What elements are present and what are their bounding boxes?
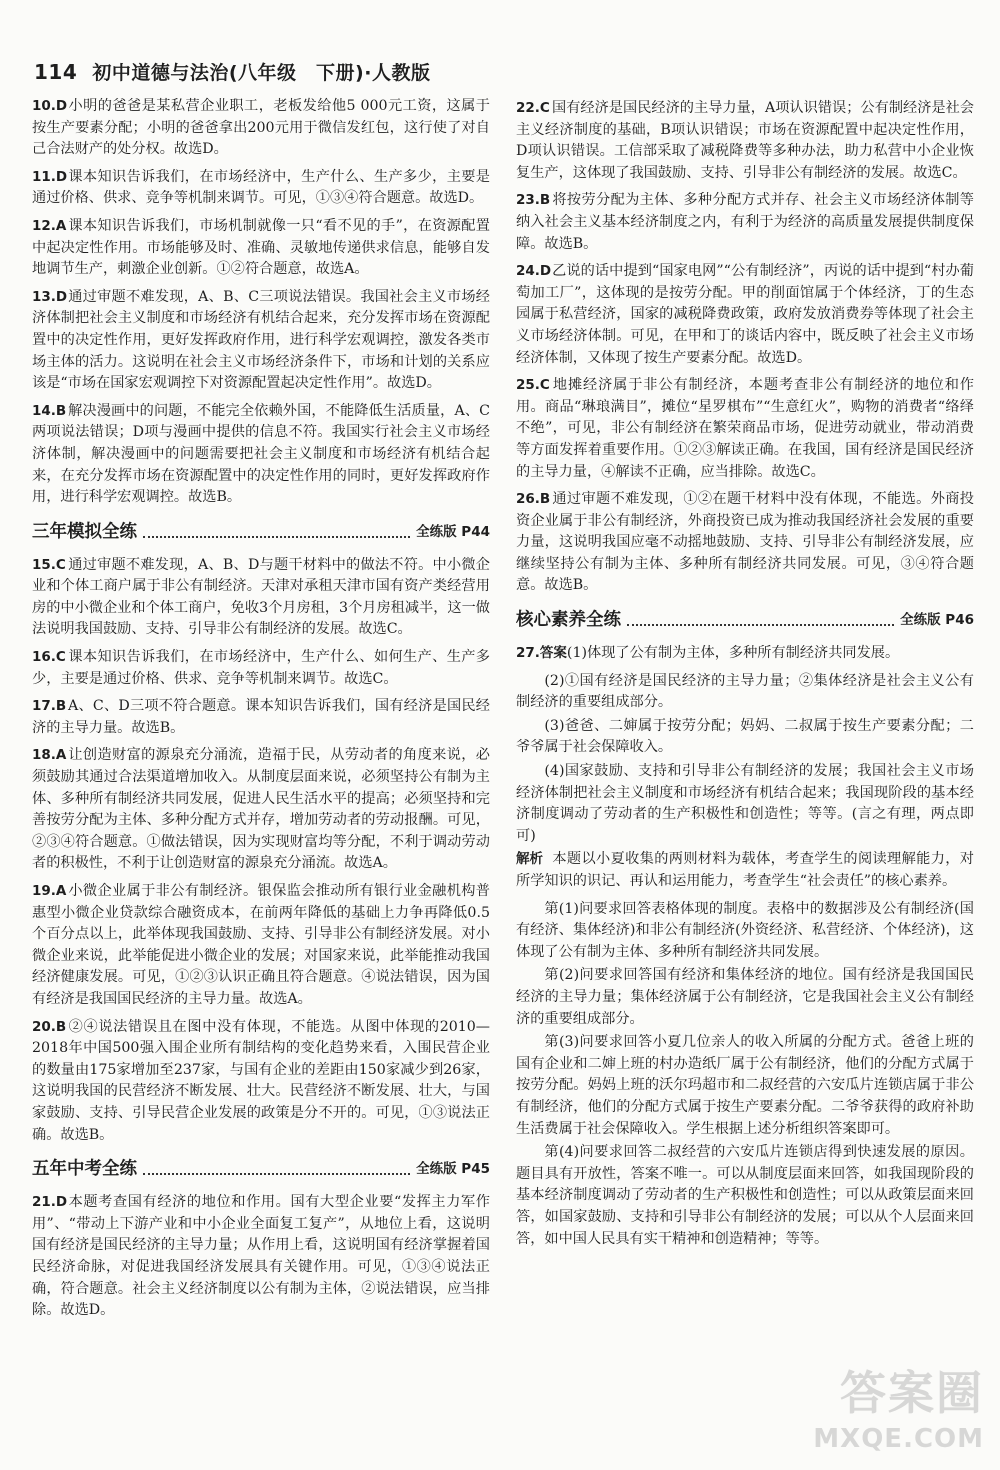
answer-item: 22.C 国有经济是国民经济的主导力量，A项认识错误；公有制经济是社会主义经济制度的基础，B项认识错误；市场在资源配置中起决定性作用，D项认识错误。工信部采取了减税降费等多种办法，助力私营中小企业恢复生产，这体现了我国鼓励、支持、引导非公有制经济的发展。故选C。 — [516, 100, 974, 181]
answer-item: 17.B A、C、D三项不符合题意。课本知识告诉我们，国有经济是国民经济的主导力量。故选B。 — [32, 698, 490, 736]
answer-item: 12.A 课本知识告诉我们，市场机制就像一只“看不见的手”，在资源配置中起决定性作用。市场能够及时、准确、灵敏地传递供求信息，能够自发地调节生产，刺激企业创新。①②符合题意，故选A。 — [32, 217, 490, 278]
section-page-ref: 全练版 P44 — [416, 523, 490, 540]
left-column — [32, 96, 490, 1328]
section-title: 三年模拟全练 — [32, 521, 137, 542]
answer-item: 13.D通过审题不难发现，A、B、C三项说法错误。我国社会主义市场经济体制把社会主义制度和市场经济有机结合起来，充分发挥市场在资源配置中的决定性作用，更好发挥政府作用，进行科学宏观调控，激发各类市场主体的活力。这说明在社会主义市场经济条件下，市场和计划的关系应该是“市场在国家宏观调控下对资源配置起决定性作用”。故选D。 — [32, 288, 490, 392]
answer-27: 27.答案(1)体现了公有制为主体，多种所有制经济共同发展。 — [516, 643, 974, 665]
analysis-paragraph: 第(2)问要求回答国有经济和集体经济的地位。国有经济是我国国民经济的主导力量；集体经济属于公有制经济，它是我国社会主义公有制经济的重要组成部分。 — [516, 967, 974, 1027]
analysis-paragraph: 第(1)问要求回答表格体现的制度。表格中的数据涉及公有制经济(国有经济、集体经济)和非公有制经济(外资经济、私营经济、个体经济)，这体现了公有制为主体、多种所有制经济共同发展。 — [516, 900, 974, 960]
answer-item: 19.A 小微企业属于非公有制经济。银保监会推动所有银行业金融机构普惠型小微企业贷款综合融资成本，在前两年降低的基础上力争再降低0.5个百分点以上，此举体现我国鼓励、支持、引导非公有制经济发展。对小微企业来说，此举能促进小微企业的发展；对国家来说，此举能推动我国经济健康发展。可见，①②③认识正确且符合题意。④说法错误，因为国有经济是我国国民经济的主导力量。故选A。 — [32, 883, 490, 1007]
section-page-ref: 全练版 P46 — [900, 612, 974, 629]
analysis-paragraph: 第(3)问要求回答小夏几位亲人的收入所属的分配方式。爸爸上班的国有企业和二婶上班的村办造纸厂属于公有制经济，他们的分配方式属于按劳分配。妈妈上班的沃尔玛超市和二叔经营的六安瓜片连锁店属于非公有制经济，他们的分配方式属于按生产要素分配。二爷爷获得的政府补助生活费属于社会保障收入。学生根据上述分析组织答案即可。 — [516, 1034, 974, 1137]
right-column — [516, 98, 974, 1252]
answer-item: 24.D乙说的话中提到“国家电网”“公有制经济”，丙说的话中提到“村办葡萄加工厂”，这体现的是按劳分配。甲的削面馆属于个体经济，丁的生态园属于私营经济，国家的减税降费政策，政府发放消费券等体现了社会主义市场经济体制。可见，在甲和丁的谈话内容中，既反映了社会主义市场经济体制，又体现了按生产要素分配。故选D。 — [516, 263, 974, 366]
dotted-leader — [143, 1173, 410, 1175]
dotted-leader — [627, 624, 894, 626]
section-title: 五年中考全练 — [32, 1159, 137, 1180]
watermark-url: MXQE.COM — [813, 1424, 984, 1454]
answer-item: 16.C 课本知识告诉我们，在市场经济中，生产什么、如何生产、生产多少，主要是通过价格、供求、竞争等机制来调节。故选C。 — [32, 649, 490, 687]
answer-item: 25.C 地摊经济属于非公有制经济，本题考查非公有制经济的地位和作用。商品“琳琅满目”，摊位“星罗棋布”“生意红火”，购物的消费者“络绎不绝”，可见，非公有制经济在繁荣商品市场，促进劳动就业，带动消费等方面发挥着重要作用。①②③解读正确。在我国，国有经济是国民经济的主导力量，④解读不正确，应当排除。故选C。 — [516, 377, 974, 480]
answer-item: 14.B 解决漫画中的问题，不能完全依赖外国，不能降低生活质量，A、C两项说法错误；D项与漫画中提供的信息不符。我国实行社会主义市场经济体制，解决漫画中的问题需要把社会主义制度和市场经济有机结合起来，在充分发挥市场在资源配置中的决定性作用的同时，更好发挥政府作用，进行科学宏观调控。故选B。 — [32, 402, 490, 506]
book-title: 初中道德与法治(八年级 下册)·人教版 — [92, 62, 431, 84]
watermark-logo — [813, 1366, 984, 1462]
answer-item: 18.A 让创造财富的源泉充分涌流，造福于民，从劳动者的角度来说，必须鼓励其通过合法渠道增加收入。从制度层面来说，必须坚持公有制为主体、多种所有制经济共同发展，促进人民生活水平的提高；必须坚持和完善按劳分配为主体、多种分配方式并存，增加劳动者的劳动报酬。可见，②③④符合题意。①做法错误，因为实现财富均等分配，不利于调动劳动者的积极性，不利于让创造财富的源泉充分涌流。故选A。 — [32, 747, 490, 872]
section-page-ref: 全练版 P45 — [416, 1161, 490, 1178]
answer-item: 26.B 通过审题不难发现，①②在题干材料中没有体现，不能选。外商投资企业属于非公有制经济，外商投资已成为推动我国经济社会发展的重要力量，这说明我国应毫不动摇地鼓励、支持、引导非公有制经济发展，应继续坚持公有制为主体、多种所有制经济共同发展。可见，③④符合题意。故选B。 — [516, 491, 974, 594]
analysis: 解析 本题以小夏收集的两则材料为载体，考查学生的阅读理解能力，对所学知识的识记、再认和运用能力，考查学生“社会责任”的核心素养。 — [516, 851, 974, 889]
answer-part: (3)爸爸、二婶属于按劳分配；妈妈、二叔属于按生产要素分配；二爷爷属于社会保障收入。 — [516, 717, 974, 756]
section-title: 核心素养全练 — [516, 610, 621, 631]
answer-item: 15.C 通过审题不难发现，A、B、D与题干材料中的做法不符。中小微企业和个体工商户属于非公有制经济。天津对承租天津市国有资产类经营用房的中小微企业和个体工商户，免收3个月房租，3个月房租减半，这一做法说明我国鼓励、支持、引导非公有制经济的发展。故选C。 — [32, 556, 490, 638]
answer-item: 21.D本题考查国有经济的地位和作用。国有大型企业要“发挥主力军作用”、“带动上下游产业和中小企业全面复工复产”，从地位上看，这说明国有经济是国民经济的主导力量；从作用上看，这说明国有经济掌握着国民经济命脉，对促进我国经济发展具有关键作用。可见，①③④说法正确，符合题意。社会主义经济制度以公有制为主体，②说法错误，应当排除。故选D。 — [32, 1194, 490, 1319]
answer-item: 10.D小明的爸爸是某私营企业职工，老板发给他5 000元工资，这属于按生产要素分配；小明的爸爸拿出200元用于微信发红包，这行使了对自己合法财产的处分权。故选D。 — [32, 98, 490, 158]
analysis-paragraph: 第(4)问要求回答二叔经营的六安瓜片连锁店得到快速发展的原因。题目具有开放性，答案不唯一。可以从制度层面来回答，如我国现阶段的基本经济制度调动了劳动者的生产积极性和创造性；可以从政策层面来回答，如国家鼓励、支持和引导非公有制经济的发展；可以从个人层面来回答，如中国人民具有实干精神和创造精神；等等。 — [516, 1144, 974, 1247]
analysis-label: 解析 — [516, 851, 543, 868]
section-header-wunian — [32, 1156, 490, 1184]
dotted-leader — [143, 536, 410, 538]
section-header-sannian — [32, 519, 490, 547]
watermark-text: 答案圈 — [840, 1366, 984, 1420]
section-header-hexin — [516, 607, 974, 635]
page-header — [34, 58, 430, 85]
answer-part: (2)①国有经济是国民经济的主导力量；②集体经济是社会主义公有制经济的重要组成部分。 — [516, 672, 974, 711]
answer-item: 23.B 将按劳分配为主体、多种分配方式并存、社会主义市场经济体制等纳入社会主义基本经济制度之内，有利于为经济的高质量发展提供制度保障。故选B。 — [516, 192, 974, 252]
answer-label: 27.答案 — [516, 645, 567, 662]
answer-item: 20.B ②④说法错误且在图中没有体现，不能选。从图中体现的2010—2018年中国500强入围企业所有制结构的变化趋势来看，入围民营企业的数量由175家增加至237家，与国有企业的差距由150家减少到26家，这说明我国的民营经济不断发展、壮大。民营经济不断发展、壮大，与国家鼓励、支持、引导民营企业发展的政策是分不开的。可见，①③说法正确。故选B。 — [32, 1018, 490, 1143]
answer-part: (4)国家鼓励、支持和引导非公有制经济的发展；我国社会主义市场经济体制把社会主义制度和市场经济有机结合起来；我国现阶段的基本经济制度调动了劳动者的生产积极性和创造性；等等。(言之有理，两点即可) — [516, 763, 974, 844]
answer-item: 11.D课本知识告诉我们，在市场经济中，生产什么、生产多少，主要是通过价格、供求、竞争等机制来调节。可见，①③④符合题意。故选D。 — [32, 168, 490, 207]
page-number: 114 — [34, 60, 78, 84]
